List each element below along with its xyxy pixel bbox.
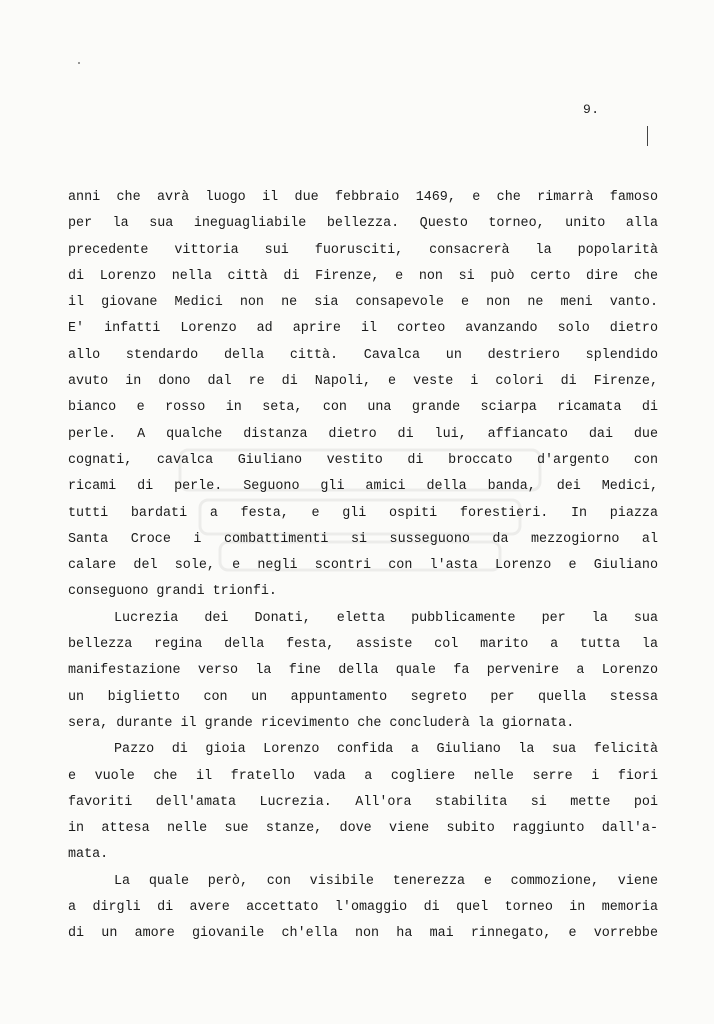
text-line: avuto in dono dal re di Napoli, e veste i colori di Firenze, (68, 374, 658, 390)
text-line: a dirgli di avere accettato l'omaggio di quel torneo in memoria (68, 900, 658, 916)
text-line: perle. A qualche distanza dietro di lui, affiancato dai due (68, 426, 658, 442)
text-line: precedente vittoria sui fuorusciti, consacrerà la popolarità (68, 242, 658, 258)
text-line: favoriti dell'amata Lucrezia. All'ora stabilita si mette poi (68, 794, 658, 810)
text-line: allo stendardo della città. Cavalca un destriero splendido (68, 347, 658, 363)
page-number: 9. (583, 102, 600, 117)
text-line: cognati, cavalca Giuliano vestito di broccato d'argento con (68, 452, 658, 468)
text-line: di Lorenzo nella città di Firenze, e non si può certo dire che (68, 268, 658, 284)
text-line: il giovane Medici non ne sia consapevole e non ne meni vanto. (68, 295, 658, 311)
body-text (68, 188, 658, 951)
text-line: manifestazione verso la fine della quale fa pervenire a Lorenzo (68, 663, 658, 679)
text-line: di un amore giovanile ch'ella non ha mai rinnegato, e vorrebbe (68, 926, 658, 942)
text-line: anni che avrà luogo il due febbraio 1469, e che rimarrà famoso (68, 190, 658, 205)
text-line: Lucrezia dei Donati, eletta pubblicamente per la sua (114, 610, 658, 626)
text-line: calare del sole, e negli scontri con l'asta Lorenzo e Giuliano (68, 558, 658, 574)
text-line: mata. (68, 847, 109, 863)
text-line: bianco e rosso in seta, con una grande sciarpa ricamata di (68, 400, 658, 416)
text-line: ricami di perle. Seguono gli amici della banda, dei Medici, (68, 479, 658, 495)
margin-tick-mark (647, 126, 648, 146)
text-line: Pazzo di gioia Lorenzo confida a Giuliano la sua felicità (114, 742, 658, 758)
text-line: conseguono grandi trionfi. (68, 584, 277, 600)
text-line: bellezza regina della festa, assiste col marito a tutta la (68, 637, 658, 653)
text-line: Santa Croce i combattimenti si susseguono da mezzogiorno al (68, 531, 658, 547)
text-line: sera, durante il grande ricevimento che concluderà la giornata. (68, 715, 575, 731)
text-line: per la sua ineguagliabile bellezza. Questo torneo, unito alla (68, 216, 658, 232)
text-line: La quale però, con visibile tenerezza e commozione, viene (114, 873, 658, 889)
text-line: E' infatti Lorenzo ad aprire il corteo avanzando solo dietro (68, 321, 658, 337)
text-line: in attesa nelle sue stanze, dove viene subito raggiunto dall'a- (68, 821, 658, 837)
text-line: un biglietto con un appuntamento segreto per quella stessa (68, 689, 658, 705)
stray-ink-mark (78, 62, 80, 64)
text-line: tutti bardati a festa, e gli ospiti forestieri. In piazza (68, 505, 658, 521)
text-line: e vuole che il fratello vada a cogliere nelle serre i fiori (68, 768, 658, 784)
